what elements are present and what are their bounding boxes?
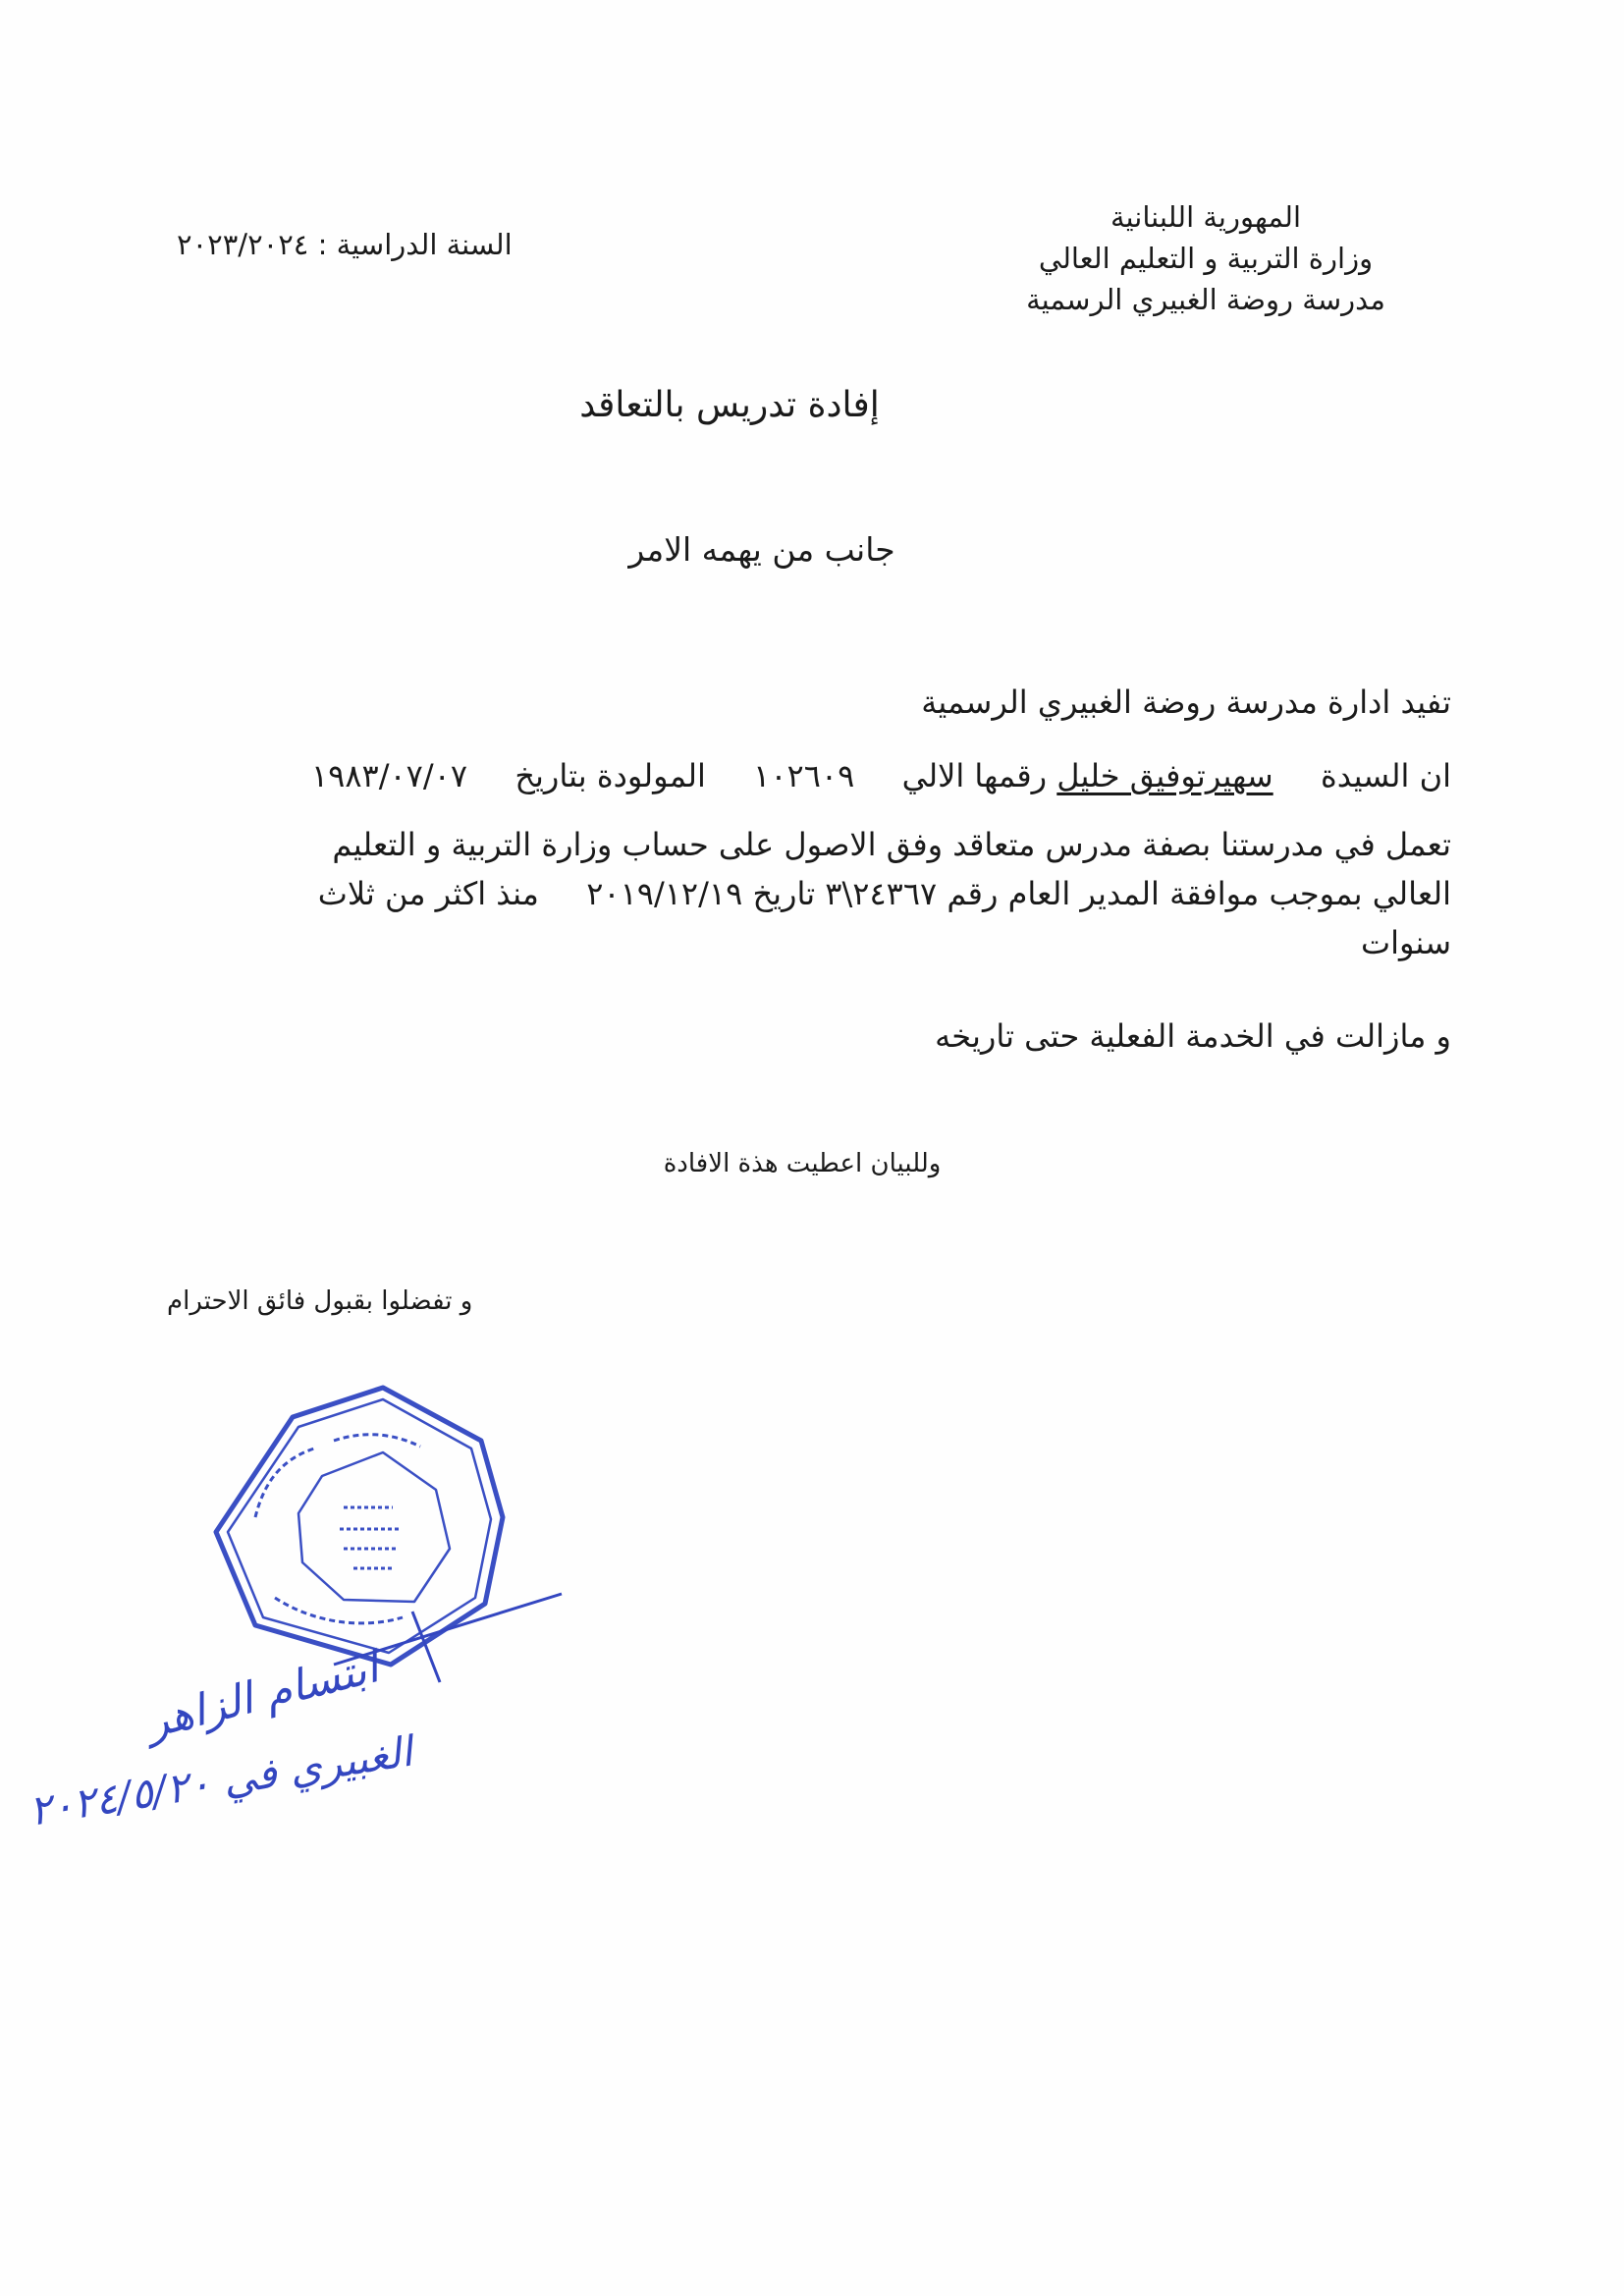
document-title bbox=[0, 385, 1624, 425]
school-year-label: السنة الدراسية : bbox=[317, 228, 513, 261]
body-paragraph-2 bbox=[175, 751, 1451, 800]
birth-date: ١٩٨٣/٠٧/٠٧ bbox=[310, 757, 468, 794]
body-paragraph-4 bbox=[175, 1011, 1451, 1061]
document-title-text: إفادة تدريس بالتعاقد bbox=[579, 385, 880, 425]
body-p4-text: و مازالت في الخدمة الفعلية حتى تاريخه bbox=[935, 1017, 1451, 1055]
letterhead bbox=[960, 196, 1451, 320]
school-year bbox=[177, 228, 513, 261]
person-name: سهيرتوفيق خليل bbox=[1056, 757, 1273, 794]
signature-name: ابتسام الزاهر bbox=[140, 1642, 384, 1749]
body-p3-line1: تعمل في مدرستنا بصفة مدرس متعاقد وفق الاصول على حساب وزارة التربية و التعليم bbox=[332, 826, 1451, 863]
letterhead-republic: المهورية اللبنانية bbox=[1110, 200, 1302, 234]
approval-date: ٢٠١٩/١٢/١٩ bbox=[586, 875, 743, 912]
closing-regards bbox=[167, 1286, 472, 1316]
closing-statement-text: وللبيان اعطيت هذة الافادة bbox=[663, 1149, 942, 1178]
closing-regards-text: و تفضلوا بقبول فائق الاحترام bbox=[167, 1286, 473, 1316]
signature-place-date: الغبيري في ٢٠٢٤/٥/٢٠ bbox=[26, 1726, 416, 1835]
stamp-inner-lettering bbox=[340, 1507, 401, 1568]
body-p3-date-label: تاريخ bbox=[752, 875, 816, 912]
approval-number: ٢٤٣٦٧\٣ bbox=[825, 875, 938, 912]
closing-statement bbox=[0, 1149, 1624, 1178]
stamp-outer-border-inner bbox=[228, 1399, 491, 1653]
body-p2-prefix: ان السيدة bbox=[1321, 757, 1451, 794]
school-year-value: ٢٠٢٣/٢٠٢٤ bbox=[177, 228, 309, 261]
body-paragraph-3 bbox=[175, 820, 1451, 967]
body-p3-line2-prefix: العالي بموجب موافقة المدير العام رقم bbox=[947, 875, 1451, 912]
recipient-line bbox=[0, 530, 1624, 569]
letterhead-ministry: وزارة التربية و التعليم العالي bbox=[1038, 242, 1374, 275]
body-p3-line2-suffix: منذ اكثر من ثلاث bbox=[317, 875, 539, 912]
body-p2-birth-label: المولودة بتاريخ bbox=[514, 757, 706, 794]
body-p2-number-label: رقمها الالي bbox=[901, 757, 1048, 794]
employee-number: ١٠٢٦٠٩ bbox=[753, 757, 855, 794]
official-stamp bbox=[196, 1370, 589, 1684]
body-p1-text: تفيد ادارة مدرسة روضة الغبيري الرسمية bbox=[921, 683, 1451, 721]
letterhead-school: مدرسة روضة الغبيري الرسمية bbox=[1026, 283, 1385, 316]
stamp-inner-border bbox=[298, 1452, 450, 1602]
recipient-text: جانب من يهمه الامر bbox=[628, 530, 895, 569]
body-p3-line3: سنوات bbox=[1360, 924, 1451, 961]
body-paragraph-1 bbox=[175, 678, 1451, 727]
